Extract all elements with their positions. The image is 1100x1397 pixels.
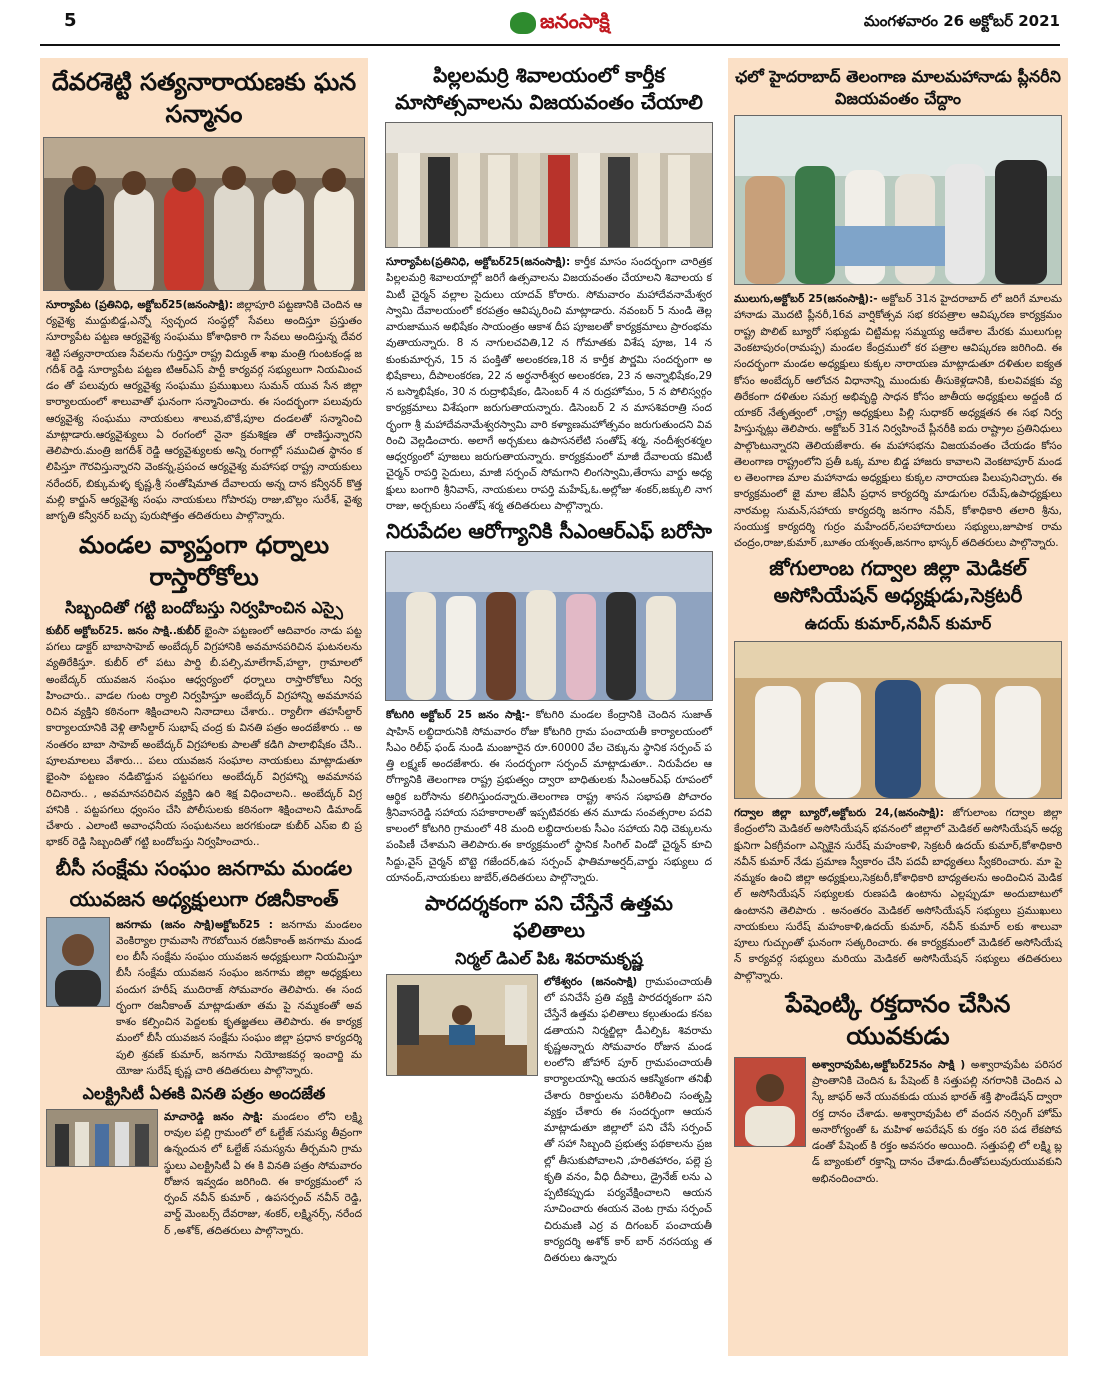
article-a4-body bbox=[164, 1109, 362, 1239]
masthead bbox=[40, 10, 1060, 40]
article-text: అశ్వారావుపేట పరిసర ప్రాంతానికి చెందిన ఓ పేషెంట్ కి సత్తుపల్లి నగరానికి చెందిన ఎస్కే జాఫర్ అనే యువకుడు యువ భారత్ శక్తి ఫౌండేషన్ ద్వారా రక్త దానం చేశాడు. అశ్వారావుపేట లో వందన నర్సింగ్ హోమ్ అనారోగ్యంతో ఓ మహిళ అపరేషన్ కు రక్తం సరి పడ లేకపోవడంతో పేషెంట్ కి రక్తం అవసరం అయింది. సత్తుపల్లి లో లక్ష్మి బ్లడ్ బ్యాంకులో రక్తాన్ని దానం చేశాడు.దీంతోపలువురుయువకుని అభినందించారు. bbox=[812, 1058, 1062, 1185]
article-c2-body bbox=[734, 805, 1062, 984]
article-a3 bbox=[46, 917, 362, 1080]
dateline: సూర్యాపేట (ప్రతినిధి, అక్టోబర్25(జనంసాక్షి): bbox=[46, 298, 234, 311]
article-text: కార్తీక మాసం సందర్భంగా చారిత్రక పిల్లలమర్రి శివాలయాల్లో జరిగే ఉత్సవాలను విజయవంతం చేయాలని శివాలయ కమిటీ చైర్మన్ వల్లాల సైదులు యాదవ్ కోరారు. సోమవారం మహాదేవనామేశ్వర స్వామి దేవాలయంలో కరపత్రం ఆవిష్కరించి మాట్లాడారు. నవంబర్ 5 నుండి తెల్లవారుజామున అభిషేకం సాయంత్రం ఆకాశ దీప పూజలతో కార్యక్రమాలు ప్రారంభమవుతాయన్నారు. 8 న నాగులచవితి,12 న గోమాతకు విశేష పూజ, 14 న కుంకుమార్చన, 15 న పంక్తితో అలంకరణ,18 న కార్తీక పౌర్ణమి సందర్భంగా అభిషేకాలు, దీపాలంకరణ, 22 న అర్ధనారీశ్వర అలంకరణ, 23 న అన్నాభిషేకం,29 న బస్మాభిషేకం, 30 న రుద్రాభిషేకం, డిసెంబర్ 4 న రుద్రహోమం, 5 న పోలిస్వర్గం కార్యక్రమాలు విశేషంగా జరుగుతాయన్నారు. డిసెంబర్ 2 న మాసశివరాత్రి సందర్భంగా శ్రీ మహాదేవనామేశ్వరస్వామి వారి కళ్యాణమహోత్సవం జరుగుతుందని వివరించి వెల్లడించారు. అలాగే అర్చకులు ఉపాసనలేటి సంతోష్ శర్మ, నందీశ్వరశర్మల ఆధ్వర్యంలో పూజలు జరుగుతాయన్నారు. కార్యక్రమంలో మాజీ దేవాలయ కమిటీ చైర్మన్ రాపర్తి సైదులు, మాజీ సర్పంచ్ సోమగాని లింగస్వామి,తేరాసు వార్డు అధ్యక్షులు బంగారి శ్రీనివాస్, నాయకులు రాపర్తి మహేష్,ఓ.అల్లోజు శంకర్,జక్కులి నాగరాజు, అర్చకులు సంతోష్ శర్మ తదితరులు పాల్గొన్నారు. bbox=[386, 256, 712, 512]
column-center bbox=[380, 58, 718, 1356]
article-text: జోగులాంబ గద్వాల జిల్లా కేంద్రంలోని మెడికల్ అసోసియేషన్ భవనంలో జిల్లాలో మెడికల్ అసోసియేషన్ అధ్యక్షునిగా ఏకగ్రీవంగా ఎన్నికైన సురేష్ మహంకాళి, సెక్రటరీ ఉదయ్ కుమార్,కోశాధికారి నవీన్ కుమార్ నేడు ప్రమాణ స్వీకారం చేసి పదవీ బాధ్యతలు స్వీకరించారు. మా పై నమ్మకం ఉంచి జిల్లా అధ్యక్షులు,సెక్రటరీ,కోశాధికారి బాధ్యతలను అందించిన మెడికల్ అసోసియేషన్ సభ్యులకు రుణపడి ఉంటాను ఎల్లప్పుడూ అందుబాటులో ఉంటానని తెలిపారు . అనంతరం మెడికల్ అసోసియేషన్ సభ్యులు ప్రముఖులు నాయకులు సురేష్ మహంకాళి,ఉదయ్ కుమార్, నవీన్ కుమార్ లకు శాలువా పూలు గుచ్చుంతో ఘనంగా సత్కరించారు. ఈ కార్యక్రమంలో మెడికల్ అసోసియేషన్ కార్యవర్గ సభ్యులు మరియు మెడికల్ అసోసియేషన్ సభ్యులు తదితరులు పాల్గొన్నారు. bbox=[734, 807, 1062, 982]
article-text: జిల్లాపూరి పట్టణానికి చెందిన ఆర్యవైశ్య ముద్దుబిడ్డ,ఎన్నో స్వచ్ఛంద సంస్థల్లో సేవలు అందిస్తూ ప్రస్తుతం సూర్యాపేట పట్టణ ఆర్యవైశ్య సంఘము కోశాధికారి గా సేవలు అందిస్తున్న దేవరశెట్టి సత్యనారాయణ సేవలను గుర్తిస్తూ రాష్ట్ర విద్యుత్ శాఖ మంత్రి గుంటకండ్ల జగదీశ్ రెడ్డి సూర్యాపేట పట్టణ టిఆర్ఎస్ పార్టీ కార్యవర్గ సభ్యులుగా నియమించడం తో పలువురు ఆర్యవైశ్య సంఘము ప్రముఖులు సుమన్ యువ సేన జిల్లా కార్యాలయంలో శాలువాతో ఘనంగా సన్మానించారు. ఈ సందర్భంగా పలువురు ఆర్యవైశ్య సంఘము నాయకులు శాలువ,బొకే,పూల దండలతో సన్మానించి మాట్లాడారు.ఆర్యవైశ్యులు ఏ రంగంలో నైనా క్రమశిక్షణ తో రాణిస్తున్నారని తెలిపారు.మంత్రి జగదీశ్ రెడ్డి ఆర్యవైశ్యులకు అన్ని రంగాల్లో సముచిత స్థానం కలిపిస్తూ గౌరవిస్తున్నారని వెంకన్న,ప్రపంచ ఆర్యవైశ్య మహాసభ రాష్ట్ర నాయకులు నరేందర్, బిక్కుమళ్ళ కృష్ణ,శ్రీ సంతోషిమాత దేవాలయ అన్న దాన కన్వీనర్ కొత్త మల్లి కార్జున్ ఆర్యవైశ్య సంఘ నాయకులు గోపారపు రాజు,బొల్లం సురేశ్, వైశ్యజాగృతి కన్వీనర్ బచ్చు పురుషోత్తం తదితరులు పాల్గొన్నారు. bbox=[46, 298, 363, 523]
article-text: భైంసా పట్టణంలో ఆదివారం నాడు పట్టపగలు డాక్టర్ బాబాసాహెబ్ అంబేద్కర్ విగ్రహానికి అవమానపరిచిన ఘటనలను వ్యతిరేకిస్తూ. కుబీర్ లో పటు పార్డి బీ.పల్సి,మాలేగావ్,హల్దా, గ్రామాలలో అంబేద్కర్ యువజన సంఘం ఆధ్వర్యంలో ధర్నాలు రాస్తారోకోలు నిర్వహించారు.. వాడల గుంట ర్యాలి నిర్వహిస్తూ అంబేద్కర్ విగ్రహాన్ని అవమానపరిచిన వ్యక్తిని కఠినంగా శిక్షించాలని నినాదాలు చేశారు.. ర్యాలీగా తహసీల్దార్ కార్యాలయానికి వెళ్లి తాసిల్దార్ సుభాష్ చంద్ర కు వినతి పత్రం అందజేశారు .. అనంతరం బాబా సాహెబ్ అంబేద్కర్ విగ్రహాలకు పాలతో కడిగి పాలాభిషేకం చేసి.. పూలమాలలు వేశారు... పలు యువజన సంఘాల నాయకులు మాట్లాడుతూ భైంసా పట్టణం నడిబొడ్డున పట్టపగలు అంబేద్కర్ విగ్రహాన్ని అవమానపరిచినారు.. , అవమానపరిచిన వ్యక్తిని ఉరి శిక్ష విధించాలని.. అంబేద్కర్ విగ్రహానికి . పట్టపగలు ధ్వంసం చేసి పోలీసులకు కఠినంగా శిక్షించాలని డిమాండ్ చేశారు . ఎలాంటి అవాంఛనీయ సంఘటనలు జరగకుండా కుబీర్ ఎస్ఐ బి ప్రభాకర్ రెడ్డి సిబ్బందితో గట్టి బందోబస్తు నిర్వహించారు.. bbox=[46, 624, 363, 849]
dateline: లోకేశ్వరం (జనంసాక్షి) bbox=[544, 975, 638, 988]
headline-a1: దేవరశెట్టి సత్యనారాయణకు ఘన సన్మానం bbox=[51, 68, 357, 129]
article-b3 bbox=[386, 974, 712, 1267]
headline-a2: మండల వ్యాప్తంగా ధర్నాలు రాస్తారోకోలు bbox=[78, 530, 330, 591]
article-b2-body bbox=[386, 707, 712, 886]
article-a1-body bbox=[46, 297, 362, 525]
newspaper-logo bbox=[510, 6, 670, 40]
dateline: కుబీర్ అక్టోబర్25. జనం సాక్షి..కుబీర్ bbox=[46, 624, 201, 637]
headline-c2: జోగులాంబ గద్వాల జిల్లా మెడికల్ అసోసియేషన్ అధ్యక్షుడు,సెక్రటరీ bbox=[769, 556, 1027, 608]
logo-emblem-icon bbox=[510, 12, 536, 34]
subhead-c2: ఉదయ్ కుమార్,నవీన్ కుమార్ bbox=[804, 614, 992, 634]
photo-temple-pamphlet bbox=[385, 122, 713, 248]
column-left bbox=[40, 58, 368, 1356]
headline-b1: పిల్లలమర్రి శివాలయంలో కార్తీక మాసోత్సవాలను విజయవంతం చేయాలి bbox=[395, 63, 703, 114]
article-text: అక్టోబర్ 31న హైదరాబాద్ లో జరిగే మాలమహానాడు మొదటి ప్లీనరీ,16వ వార్షికోత్సవ సభ కరపత్రాల ఆవిష్కరణ కార్యక్రమం రాష్ట్ర పొలిట్ బ్యూరో సభ్యుడు చిట్టిమల్ల సమ్మయ్య ఆదేశాల మేరకు ములుగుల్ల వెంకటాపురం(రామప్ప) మండల కేంద్రములో కర పత్రాల ఆవిష్కరణ జరిగింది. ఈ సందర్భంగా మండల అధ్యక్షులు కుక్కల నారాయణ మాట్లాడుతూ దళితుల ఐక్యత కోసం అంబేద్కర్ ఆలోచన విధానాన్ని ముందుకు తీసుకెళ్లడానికి, కులవివక్షకు వ్యతిరేకంగా దళితుల సమగ్ర అభివృద్ధి సాధన కోసం జాతీయ అధ్యక్షులు అద్దంకి దయాకర్ నేతృత్వంలో ,రాష్ట్ర అధ్యక్షులు పిల్లి సుధాకర్ అధ్యక్షతన ఈ సభ నిర్వహిస్తున్నట్లు తెలిపారు. అక్టోబర్ 31న నిర్వహించే ప్లీనరీకి ఐదు రాష్ట్రాల ప్రతినిధులు పాల్గొంటున్నారని తెలియజేశారు. ఈ మహాసభను విజయవంతం చేయడం కోసం తెలంగాణ రాష్ట్రంలోని ప్రతీ ఒక్క మాల బిడ్డ హాజరు కావాలని వెంకటాపూర్ మండల తెలంగాణ మాల మహానాడు అధ్యక్షులు కుక్కల నారాయణ పిలుపునిచ్చారు. ఈ కార్యక్రమంలో జై మాల జేఏసీ ప్రధాన కార్యదర్శి మాడుగుల రమేష్,ఉపాధ్యక్షులు నారమల్ల సుమన్,సహాయ కార్యదర్శి జనగాం నవీన్, కోశాధికారి తలారి శ్రీను,సంయుక్త కార్యదర్శి గుర్రం మహేందర్,సలహాదారులు సభ్యులు,జూపాక రామచంద్రం,రాజు,కుమార్ ,బూతం యశ్వంత్,జనగాం భాస్కర్ తదితరులు పాల్గొన్నారు. bbox=[734, 293, 1063, 550]
article-c1-body bbox=[734, 291, 1062, 551]
photo-mala-mahanadu bbox=[734, 115, 1062, 285]
headline-c1: ఛలో హైదరాబాద్ తెలంగాణ మాలమహానాడు ప్లీనరీని విజయవంతం చేద్దాం bbox=[735, 67, 1061, 108]
dateline: జనగామ (జనం సాక్షి)అక్టోబర్25 : bbox=[116, 918, 273, 931]
photo-blood-donor bbox=[734, 1057, 806, 1147]
headline-c3: పేషెంట్కి రక్తదానం చేసిన యువకుడు bbox=[785, 989, 1011, 1051]
photo-portrait bbox=[46, 917, 110, 1007]
article-c3 bbox=[734, 1057, 1062, 1187]
article-a4 bbox=[46, 1109, 362, 1239]
logo-text: జనంసాక్షి bbox=[540, 8, 610, 33]
dateline: సూర్యాపేట(ప్రతినిధి, అక్టోబర్25(జనంసాక్షి): bbox=[386, 256, 571, 268]
article-a3-body bbox=[116, 917, 362, 1080]
subhead-a2: సిబ్బందితో గట్టి బందోబస్తు నిర్వహించిన ఎస్సై bbox=[65, 598, 343, 618]
dateline: మాచారెడ్డి జనం సాక్షి: bbox=[164, 1110, 264, 1123]
article-c3-body bbox=[812, 1057, 1062, 1187]
dateline: అశ్వారావుపేట,అక్టోబర్25నం సాక్షి ) bbox=[812, 1058, 966, 1071]
headline-a3-line2: యువజన అధ్యక్షులుగా రజినీకాంత్ bbox=[69, 886, 339, 911]
article-text: కోటగిరి మండల కేంద్రానికి చెందిన సుజాత్ షాహిన్ లబ్ధిదారునికి సోమవారం రోజు కోటగిరి గ్రామ పంచాయతీ కార్యాలయంలో సీఎం రిలీఫ్ ఫండ్ నుండి మంజూరైన రూ.60000 వేల చెక్కును స్థానిక సర్పంచ్ పత్తి లక్ష్మణ్ అందజేశారు. ఈ సందర్భంగా సర్పంచ్ మాట్లాడుతూ.. నిరుపేదల ఆరోగ్యానికి తెలంగాణ రాష్ట్ర ప్రభుత్వం ద్వారా బాధితులకు సీఎంఆర్ఎఫ్ రూపంలో ఆర్థిక బరోసాను కలిగిస్తుందన్నారు.తెలంగాణ రాష్ట్ర శాసన సభాపతి పోచారం శ్రీనివాసరెడ్డి సహాయ సహకారాలతో ఇప్పటివరకు తన మూడు సంవత్సరాల పదవి కాలంలో కోటగిరి గ్రామంలో 48 మంది లబ్ధిదారులకు సీఎం సహాయ నిధి చెక్కులను పంపిణీ చేశామని తెలిపారు.ఈ కార్యక్రమంలో స్థానిక సింగిల్ విండో చైర్మన్ కూచి సిద్దు,వైస్ చైర్మన్ బొట్టె గజేందర్,ఉప సర్పంచ్ ఫాతిమాఅర్షద్,వార్డు సభ్యులు దయానంద్,నాయకులు జుబేర్,తదితరులు పాల్గొన్నారు. bbox=[386, 709, 713, 884]
article-text: గ్రామపంచాయతీ లో పనిచేసే ప్రతి వ్యక్తి పారదర్శకంగా పని చేస్తేనే ఉత్తమ ఫలితాలు కల్గుతుండు కనబడతాయని నిర్మల్జిల్లా డీఎల్పిఓ శివరామకృష్ణఅన్నారు సోమవారం రోజున మండలంలోని జోహార్ పూర్ గ్రామపంచాయతీ కార్యాలయాన్ని ఆయన ఆకస్మికంగా తనిఖీ చేశారు రికార్డులను పరిశీలించి సంతృప్తి వ్యక్తం చేశారు ఈ సందర్భంగా ఆయన మాట్లాడుతూ జిల్లాలో పని చేసే సర్పంచ్ తో సహా సిబ్బంది ప్రభుత్వ పథకాలను ప్రజల్లో తీసుకుపోవాలని ,హరితహారం, పల్లె ప్రకృతి వనం, వీధి దీపాలు, డ్రైనేజ్ లను ఎప్పటికప్పుడు పర్యవేక్షించాలని ఆయన సూచించారు ఈయన వెంట గ్రామ సర్పంచ్ చిరుమణి ఎర్ర వ దిగంబర్ పంచాయతీ కార్యదర్శి అశోక్ కార్ బార్ నరసయ్య తదితరులు ఉన్నారు bbox=[544, 975, 713, 1265]
photo-office-inspection bbox=[386, 974, 538, 1076]
photo-cmrf-cheque bbox=[385, 551, 713, 701]
article-b3-body bbox=[544, 974, 712, 1267]
dateline: ములుగు,అక్టోబర్ 25(జనంసాక్షి):- bbox=[734, 293, 878, 306]
headline-a3-line1: బీసీ సంక్షేమ సంఘం జనగామ మండల bbox=[55, 855, 353, 880]
dateline: గద్వాల జిల్లా బ్యూరో,అక్టోబరు 24,(జనంసాక్షి): bbox=[734, 807, 944, 820]
article-text: జనగామ మండలం వెంకిర్యాల గ్రామవాసి గౌరబోయిన రజినీకాంత్ జనగామ మండలం బీసీ సంక్షేమ సంఘం యువజన అధ్యక్షులుగా నియమిస్తూ బీసీ సంక్షేమ యువజన సంఘం జనగామ జిల్లా అధ్యక్షులు పందుగ హరీష్ ముదిరాజ్ సోమవారం తెలిపారు. ఈ సందర్భంగా రజనీకాంత్ మాట్లాడుతూ తమ పై నమ్మకంతో అవకాశం కల్పించిన పెద్దలకు కృతజ్ఞతలు తెలిపారు. ఈ కార్యక్రమంలో బీసీ యువజన సంక్షేమ సంఘం జిల్లా ప్రధాన కార్యదర్శి పులి శ్రవణ్ కుమార్, జనగామ నియోజకవర్గ ఇంచార్జి మయోజు సురేష్ కృష్ణ చారి తదితరులు పాల్గొన్నారు. bbox=[116, 918, 362, 1077]
photo-petition bbox=[46, 1109, 158, 1167]
headline-b3: పారదర్శకంగా పని చేస్తేనే ఉత్తమ ఫలితాలు bbox=[425, 891, 673, 943]
photo-medical-association bbox=[734, 641, 1062, 799]
photo-felicitation bbox=[43, 137, 365, 291]
issue-date: మంగళవారం 26 అక్టోబర్ 2021 bbox=[863, 12, 1060, 30]
article-b1-body bbox=[386, 254, 712, 514]
subhead-b3: నిర్మల్ డిఎల్ పిఓ శివరామకృష్ణ bbox=[455, 949, 643, 969]
article-text: మండలం లోని లక్ష్మి రావుల పల్లి గ్రామంలో లో ఓల్టేజ్ సమస్య తీవ్రంగా ఉన్నందున లో ఓల్టేజ్ సమస్యను తీర్చమని గ్రామస్థులు ఎలక్ట్రిసిటీ ఏ ఈ కి వినతి పత్రం సోమవారం రోజున ఇవ్వడం జరిగింది. ఈ కార్యక్రమంలో సర్పంచ్ నవీన్ కుమార్ , ఉపసర్పంచ్ నవీన్ రెడ్డి, వార్డ్ మెంబర్స్ దేవరాజు, శంకర్, లక్ష్మినర్స్, నరేందర్ ,అశోక్, తదితరులు పాల్గొన్నారు. bbox=[164, 1110, 362, 1237]
masthead-rule bbox=[40, 44, 1060, 46]
headline-b2: నిరుపేదల ఆరోగ్యానికి సీఎంఆర్ఎఫ్ బరోసా bbox=[386, 519, 712, 544]
headline-a4: ఎలక్ట్రిసిటీ ఏఈకి వినతి పత్రం అందజేత bbox=[82, 1084, 326, 1104]
dateline: కోటగిరి అక్టోబర్ 25 జనం సాక్షి:- bbox=[386, 709, 530, 722]
page-number: 5 bbox=[64, 10, 77, 31]
column-right bbox=[728, 58, 1068, 1356]
article-a2-body bbox=[46, 623, 362, 851]
